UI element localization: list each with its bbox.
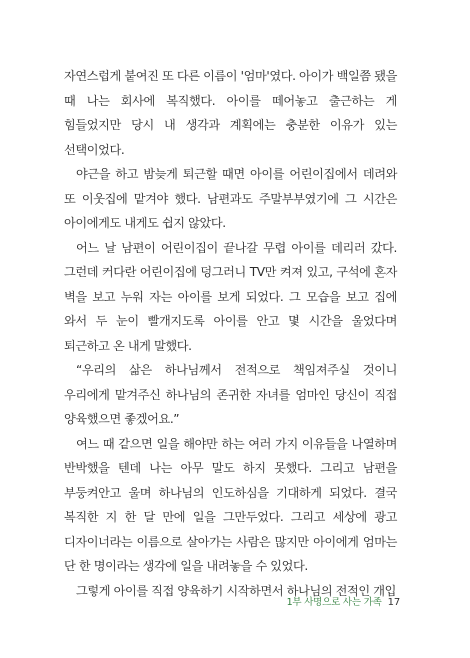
running-header-section: 1부 사명으로 사는 가족	[286, 597, 382, 608]
paragraph-1: 자연스럽게 붙여진 또 다른 이름이 '엄마'였다. 아이가 백일쯤 됐을 때 나는 회사에 복직했다. 아이를 떼어놓고 출근하는 게 힘들었지만 당시 내 생각과 계획에는 충분한 이유가 있는 선택이었다.	[64, 69, 397, 157]
page-number: 17	[387, 597, 400, 608]
paragraph-quote: “우리의 삶은 하나님께서 전적으로 책임져주실 것이니 우리에게 맡겨주신 하나님의 존귀한 자녀를 엄마인 당신이 직접 양육했으면 좋겠어요.”	[64, 363, 397, 426]
paragraph-6: 그렇게 아이를 직접 양육하기 시작하면서 하나님의 전적인 개입	[76, 583, 397, 598]
paragraph-2: 야근을 하고 밤늦게 퇴근할 때면 아이를 어린이집에서 데려와 또 이웃집에 맡겨야 했다. 남편과도 주말부부였기에 그 시간은 아이에게도 내게도 쉽지 않았다.	[64, 167, 397, 230]
paragraph-3: 어느 날 남편이 어린이집이 끝나갈 무렵 아이를 데리러 갔다. 그런데 커다란 어린이집에 덩그러니 TV만 켜져 있고, 구석에 혼자 벽을 보고 누워 자는 아이를 보게 되었다. 그 모습을 보고 집에 와서 두 눈이 빨개지도록 아이를 안고 몇 시간을 울었다며 퇴근하고 온 내게 말했다.	[64, 240, 397, 353]
page-footer	[287, 594, 400, 608]
body-text	[64, 64, 397, 603]
paragraph-5: 여느 때 같으면 일을 해야만 하는 여러 가지 이유들을 나열하며 반박했을 텐데 나는 아무 말도 하지 못했다. 그리고 남편을 부둥켜안고 울며 하나님의 인도하심을 기대하게 되었다. 결국 복직한 지 한 달 만에 일을 그만두었다. 그리고 세상에 광고 디자이너라는 이름으로 살아가는 사람은 많지만 아이에게 엄마는 단 한 명이라는 생각에 일을 내려놓을 수 있었다.	[64, 436, 397, 573]
